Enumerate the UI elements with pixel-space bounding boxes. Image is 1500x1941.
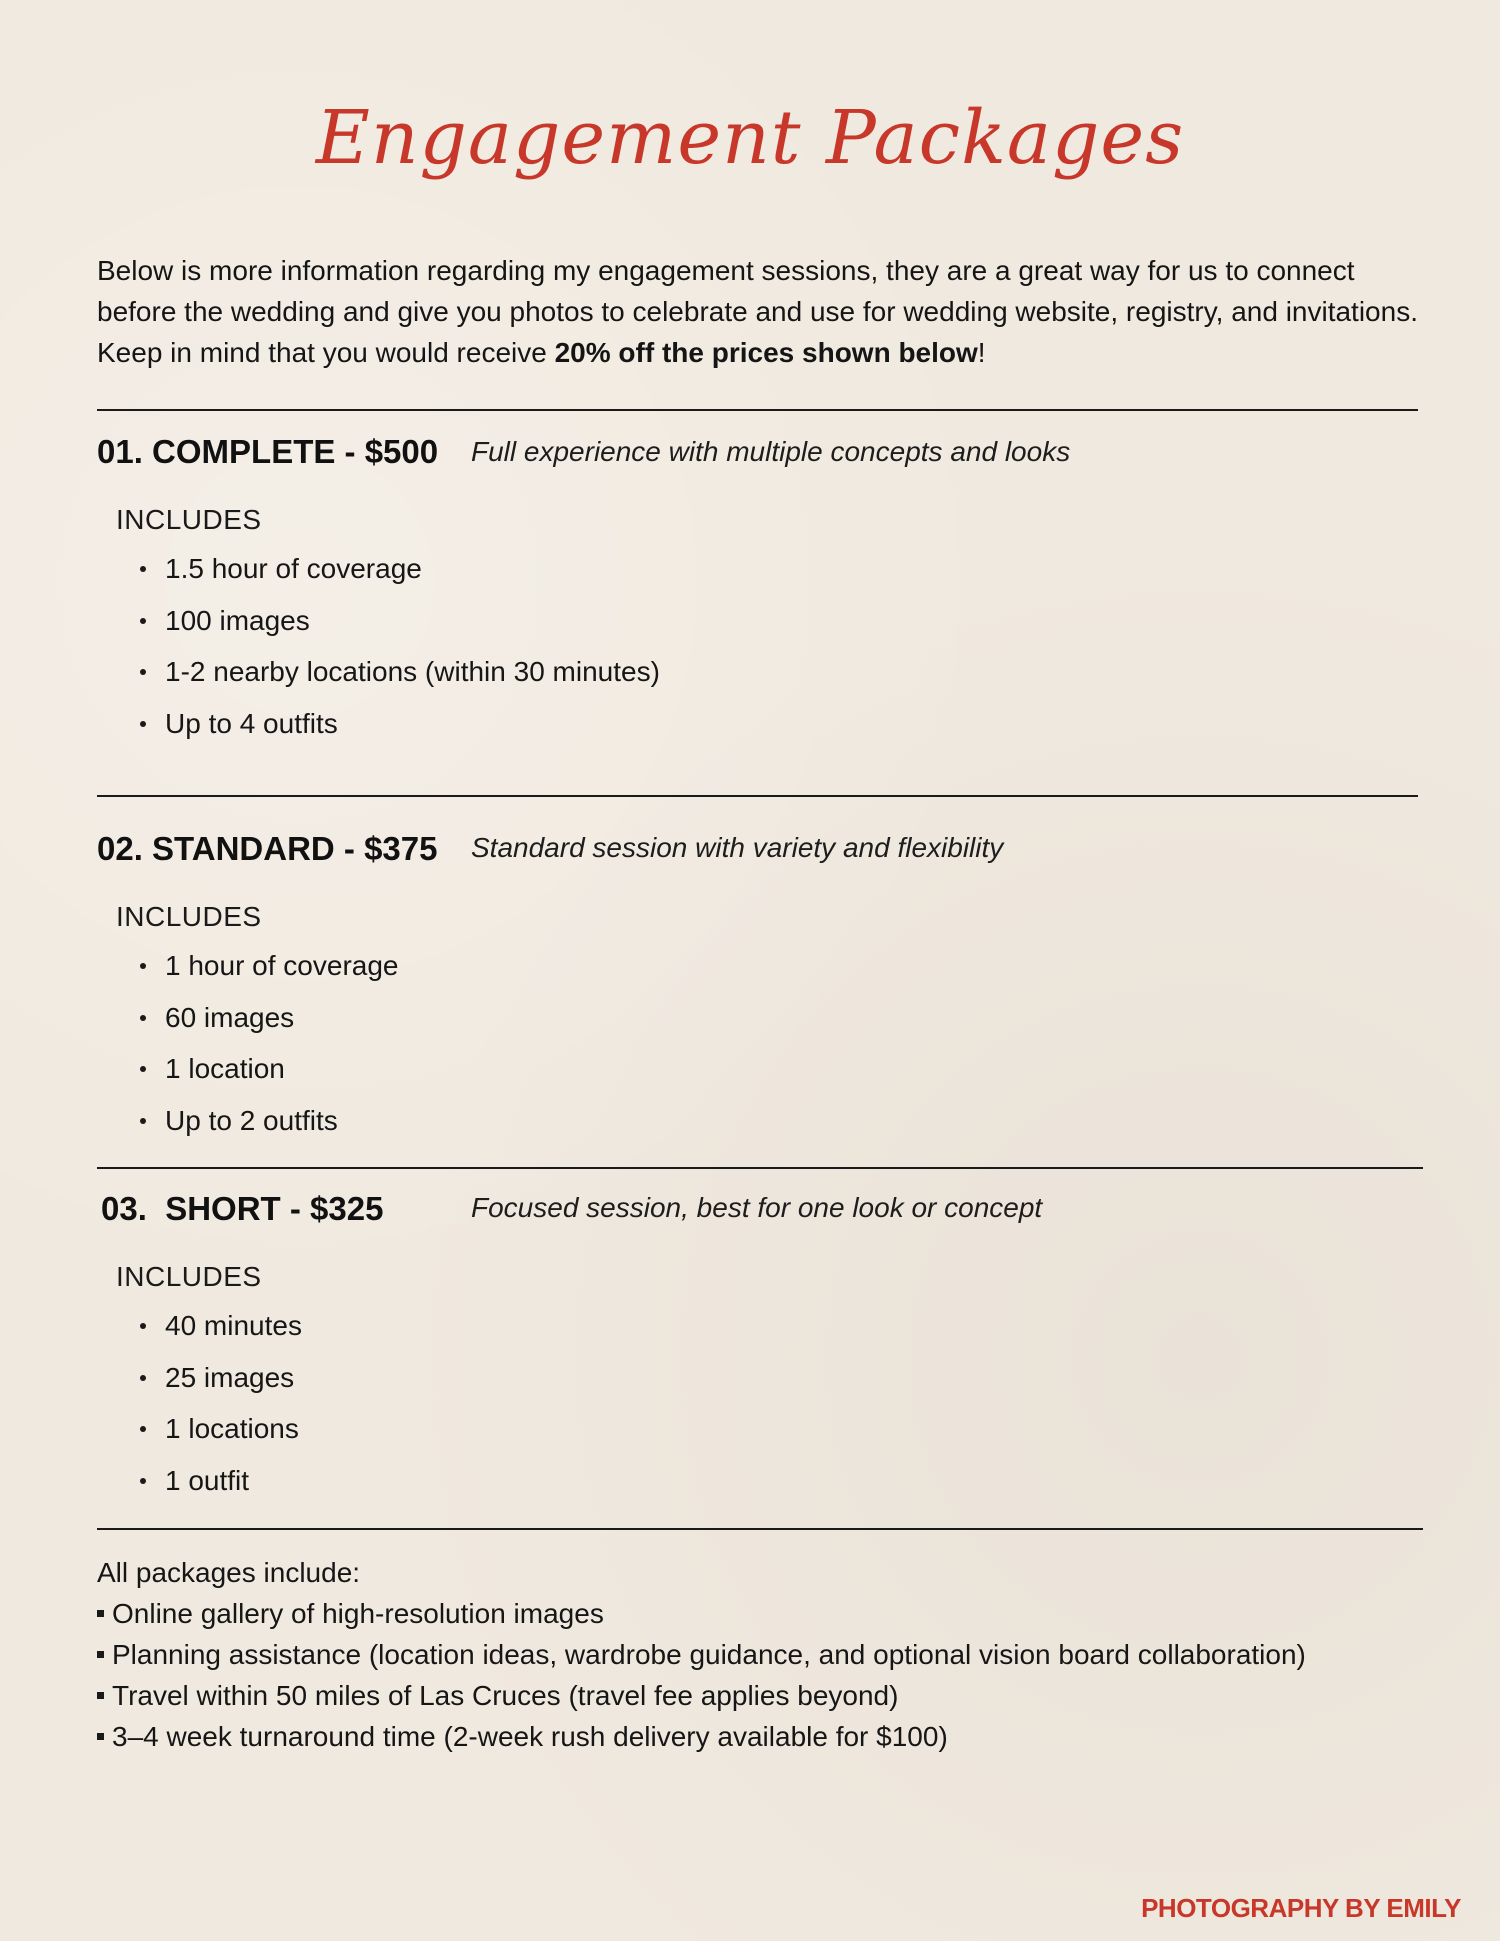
bullet-icon xyxy=(140,1426,146,1432)
bullet-icon xyxy=(140,1478,146,1484)
list-item-label: Planning assistance (location ideas, wardrobe guidance, and optional vision board collaboration) xyxy=(112,1639,1306,1670)
package-description-complete: Full experience with multiple concepts and looks xyxy=(471,436,1071,467)
list-item-label: 40 minutes xyxy=(165,1310,302,1341)
includes-label: INCLUDES xyxy=(116,901,262,932)
includes-label: INCLUDES xyxy=(116,504,262,535)
square-bullet-icon xyxy=(97,1651,104,1658)
list-item-label: 1 hour of coverage xyxy=(165,950,399,981)
list-item-label: 1 location xyxy=(165,1053,285,1084)
list-item xyxy=(140,646,660,698)
list-item-label: 25 images xyxy=(165,1361,295,1393)
list-item-label: 1 locations xyxy=(165,1413,299,1444)
list-item xyxy=(97,1634,1306,1675)
page-title: Engagement Packages xyxy=(315,95,1185,181)
package-items-standard xyxy=(140,940,399,1146)
footer-brand: PHOTOGRAPHY BY EMILY xyxy=(1141,1893,1461,1923)
list-item xyxy=(97,1593,1306,1634)
list-item-label: 100 images xyxy=(165,604,310,636)
list-item xyxy=(140,1455,302,1507)
intro-text-end: ! xyxy=(977,337,986,368)
list-item xyxy=(140,1095,399,1147)
list-item-label: 1.5 hour of coverage xyxy=(165,553,422,584)
list-item-label: Up to 2 outfits xyxy=(165,1104,338,1136)
list-item-label: 1-2 nearby locations (within 30 minutes) xyxy=(165,656,660,687)
bullet-icon xyxy=(140,721,146,727)
list-item-label: 3–4 week turnaround time (2-week rush delivery available for $100) xyxy=(112,1721,948,1752)
bullet-icon xyxy=(140,1066,146,1072)
package-description-standard: Standard session with variety and flexibility xyxy=(471,832,1004,863)
intro-discount-highlight: 20% off the prices shown below xyxy=(554,337,978,368)
bullet-icon xyxy=(140,1015,146,1021)
bullet-icon xyxy=(140,963,146,969)
includes-label: INCLUDES xyxy=(116,1261,262,1292)
list-item xyxy=(140,940,399,992)
list-item-label: 1 outfit xyxy=(165,1464,250,1496)
list-item xyxy=(140,992,399,1044)
list-item-label: Online gallery of high-resolution images xyxy=(112,1598,604,1629)
all-packages-section xyxy=(97,1552,1306,1757)
list-item xyxy=(97,1716,1306,1757)
list-item-label: Travel within 50 miles of Las Cruces (travel fee applies beyond) xyxy=(112,1680,899,1711)
package-heading-standard: 02. STANDARD - $375 xyxy=(97,830,438,867)
list-item xyxy=(140,698,660,750)
list-item xyxy=(140,543,660,595)
list-item xyxy=(97,1675,1306,1716)
package-items-short xyxy=(140,1300,302,1506)
all-packages-label: All packages include: xyxy=(97,1557,361,1588)
list-item xyxy=(140,595,660,647)
bullet-icon xyxy=(140,669,146,675)
package-items-complete xyxy=(140,543,660,749)
bullet-icon xyxy=(140,1323,146,1329)
divider xyxy=(97,1528,1423,1530)
list-item xyxy=(140,1352,302,1404)
divider xyxy=(97,795,1418,797)
bullet-icon xyxy=(140,1375,146,1381)
package-description-short: Focused session, best for one look or concept xyxy=(471,1192,1043,1223)
intro-paragraph xyxy=(97,250,1427,373)
package-heading-short: 03. SHORT - $325 xyxy=(101,1190,384,1227)
divider xyxy=(97,1167,1423,1169)
square-bullet-icon xyxy=(97,1692,104,1699)
list-item-label: 60 images xyxy=(165,1001,295,1033)
bullet-icon xyxy=(140,1118,146,1124)
intro-text: Below is more information regarding my engagement sessions, they are a great way for us to connect before the wedding and give you photos to celebrate and use for wedding website, registry, and invitations. Keep in mind that you would receive xyxy=(97,255,1418,368)
list-item xyxy=(140,1300,302,1352)
list-item xyxy=(140,1043,399,1095)
divider xyxy=(97,409,1418,411)
package-heading-complete: 01. COMPLETE - $500 xyxy=(97,433,439,470)
list-item xyxy=(140,1403,302,1455)
square-bullet-icon xyxy=(97,1610,104,1617)
square-bullet-icon xyxy=(97,1733,104,1740)
list-item-label: Up to 4 outfits xyxy=(165,707,338,739)
bullet-icon xyxy=(140,566,146,572)
bullet-icon xyxy=(140,618,146,624)
